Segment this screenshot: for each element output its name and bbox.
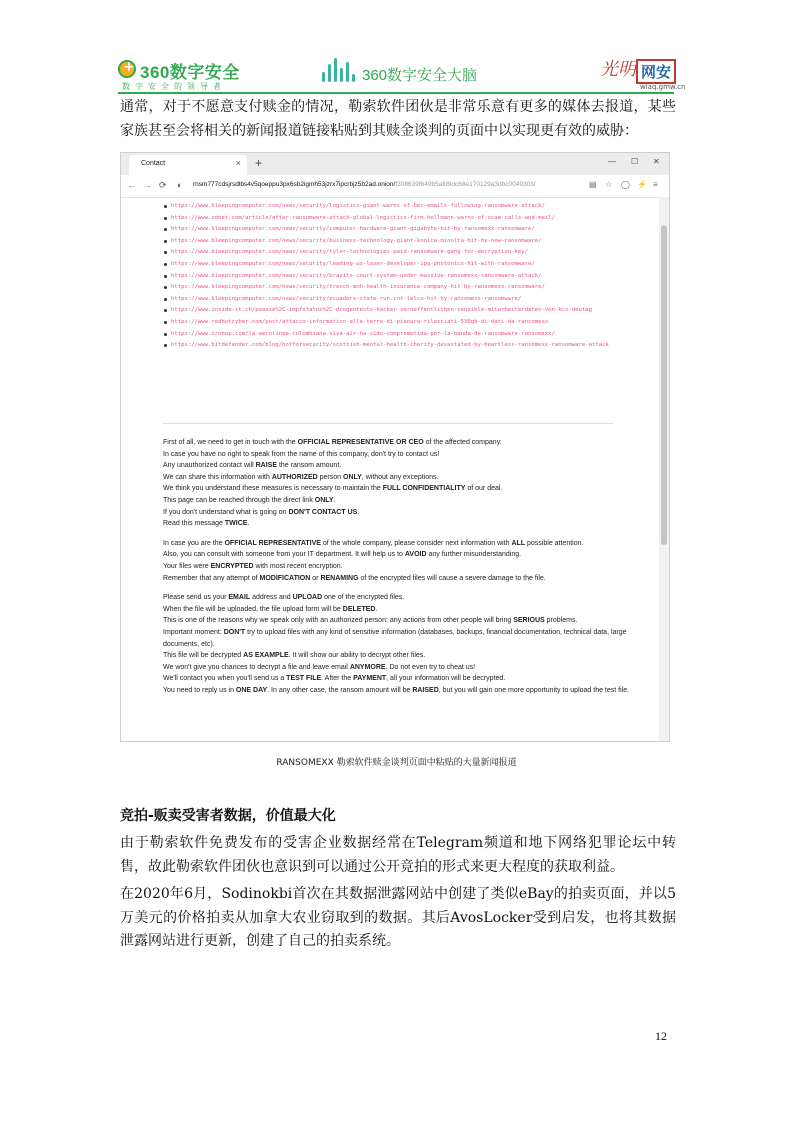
- note-text: . It will show our ability to decrypt other files.: [288, 652, 426, 660]
- note-text: First of all, we need to get in touch with the: [163, 439, 298, 446]
- emphasis-text: AS EXAMPLE: [243, 652, 289, 660]
- scrollbar[interactable]: [659, 197, 669, 742]
- note-text: .: [247, 520, 250, 528]
- header-divider: [118, 92, 674, 94]
- note-text: If you don't understand what is going on: [163, 508, 289, 516]
- new-tab-icon[interactable]: +: [255, 156, 263, 170]
- news-link[interactable]: https://www.inside-it.ch/paasse%2C-impfstatus%2C-drogentests-hacker-veroeffentlichen-sensible-mitarbeiterdaten-von-kcs-deutag: [171, 305, 631, 317]
- note-text: , but you will gain one more opportunity to upload the test file.: [438, 686, 630, 694]
- emphasis-text: TEST FILE: [286, 675, 322, 683]
- shield-icon[interactable]: ◯: [621, 180, 630, 189]
- star-icon[interactable]: ☆: [605, 180, 613, 189]
- page-content: [121, 197, 659, 742]
- note-text: Please send us your: [163, 594, 229, 602]
- forward-icon[interactable]: →: [143, 180, 152, 190]
- paragraph-3: 在2020年6月，Sodinokbi首次在其数据泄露网站中创建了类似eBay的拍卖页面，并以5万美元的价格拍卖从加拿大农业窃取到的数据。其后AvosLocker受到启发，也将其数据泄露网站进行更新，创建了自己的拍卖系统。: [120, 886, 676, 949]
- news-link[interactable]: https://www.bleepingcomputer.com/news/security/business-technology-giant-konica-minolta-hit-by-new-ransomware/: [171, 236, 631, 248]
- news-link[interactable]: https://www.bleepingcomputer.com/news/security/tyler-technologies-paid-ransomware-gang-for-decryption-key/: [171, 247, 631, 259]
- emphasis-text: SERIOUS: [513, 617, 545, 625]
- note-text: .: [375, 605, 378, 613]
- reader-icon[interactable]: ▤: [589, 180, 597, 189]
- paragraph-2: 由于勒索软件免费发布的受害企业数据经常在Telegram频道和地下网络犯罪论坛中转售，故此勒索软件团伙也意识到可以通过公开竞拍的形式来更大程度的获取利益。: [120, 835, 676, 875]
- news-link[interactable]: https://www.bitdefender.com/blog/hotforsecurity/scottish-mental-health-charity-devastated-by-heartless-ransomexx-ransomware-attack: [171, 340, 631, 352]
- menu-icon[interactable]: ≡: [653, 180, 658, 189]
- window-close-icon[interactable]: ✕: [653, 157, 660, 166]
- page-number: 12: [655, 1029, 667, 1043]
- note-text: . After the: [321, 675, 354, 683]
- note-text: of our deal.: [465, 485, 503, 493]
- logo-gm-calligraphy: 光明: [600, 59, 636, 80]
- news-link[interactable]: https://www.redhotcyber.com/post/attacco-informatico-alle-terre-di-pianura-rilasciati-530gb-di-dati-da-ransomexx: [171, 317, 631, 329]
- note-line: [163, 627, 653, 650]
- note-line: [163, 460, 653, 472]
- emphasis-text: MODIFICATION: [259, 574, 311, 582]
- emphasis-text: DON'T: [223, 628, 246, 636]
- note-text: This file will be decrypted: [163, 652, 244, 660]
- note-text: . Do not even try to cheat us!: [385, 663, 476, 671]
- emphasis-text: TWICE: [224, 520, 248, 528]
- note-line: [163, 561, 653, 573]
- note-text: .: [357, 508, 360, 516]
- back-icon[interactable]: ←: [127, 180, 136, 190]
- note-line: [163, 472, 653, 484]
- maximize-icon[interactable]: ☐: [631, 157, 639, 166]
- news-link[interactable]: https://www.bleepingcomputer.com/news/security/brazils-court-system-under-massive-ransomexx-ransomware-attack/: [171, 271, 631, 283]
- news-link-list: [171, 201, 631, 352]
- note-text: with most recent encryption.: [253, 562, 343, 570]
- emphasis-text: ALL: [511, 539, 526, 547]
- reload-icon[interactable]: ⟳: [159, 180, 167, 190]
- news-link[interactable]: https://www.cronup.com/la-aerolinea-colombiana-viva-air-ha-sido-comprometida-por-la-banda-de-ransomware-ransomexx/: [171, 329, 631, 341]
- note-line: [163, 483, 653, 495]
- note-text: person: [317, 473, 343, 481]
- tab-bar: [121, 153, 669, 175]
- note-text: , without any exceptions.: [361, 473, 439, 481]
- note-text: address and: [250, 594, 293, 602]
- address-bar: [121, 175, 669, 198]
- news-link[interactable]: https://www.bleepingcomputer.com/news/security/computer-hardware-giant-gigabyte-hit-by-ransomexx-ransomware/: [171, 224, 631, 236]
- note-text: In case you are the: [163, 539, 225, 547]
- note-line: [163, 592, 653, 604]
- note-text: try to upload files with any kind of sensitive information (databases, backups, financial documentation, technical data, large documents, etc).: [163, 628, 627, 648]
- emphasis-text: DON'T CONTACT US: [288, 508, 358, 516]
- note-text: We can share this information with: [163, 473, 272, 481]
- emphasis-text: ONE DAY: [235, 686, 268, 694]
- close-icon[interactable]: ×: [235, 158, 241, 168]
- note-line: [163, 615, 653, 627]
- note-text: of the whole company, please consider next information with: [320, 539, 512, 547]
- news-link[interactable]: https://www.bleepingcomputer.com/news/security/french-mnh-health-insurance-company-hit-by-ransomexx-ransomware/: [171, 282, 631, 294]
- emphasis-text: RAISE: [255, 462, 278, 470]
- note-text: . In any other case, the ransom amount will be: [267, 686, 413, 694]
- minimize-icon[interactable]: —: [608, 157, 616, 166]
- emphasis-text: FULL CONFIDENTIALITY: [382, 485, 466, 493]
- emphasis-text: ANYMORE: [349, 663, 386, 671]
- emphasis-text: RAISED: [412, 686, 439, 694]
- intro-paragraph: 通常，对于不愿意支付赎金的情况，勒索软件团伙是非常乐意有更多的媒体去报道，某些家族甚至会将相关的新闻报道链接粘贴到其赎金谈判的页面中以实现更有效的威胁：: [120, 99, 676, 139]
- emphasis-text: DELETED: [342, 605, 376, 613]
- content-divider: [163, 423, 613, 424]
- news-link[interactable]: https://www.bleepingcomputer.com/news/security/ecuadors-state-run-cnt-telco-hit-by-ransomexx-ransomware/: [171, 294, 631, 306]
- note-text: , all your information will be decrypted.: [386, 675, 506, 683]
- note-text: of the affected company.: [423, 439, 502, 446]
- note-text: Important moment:: [163, 628, 224, 636]
- note-text: When the file will be uploaded, the file upload form will be: [163, 605, 343, 613]
- logo-gm-url: wlaq.gmw.cn: [640, 83, 686, 91]
- news-link[interactable]: https://www.zdnet.com/article/after-ransomware-attack-global-logistics-firm-hellmann-warns-of-scam-calls-and-mail/: [171, 213, 631, 225]
- news-link[interactable]: https://www.bleepingcomputer.com/news/security/leading-us-laser-developer-ipg-photonics-hit-with-ransomware/: [171, 259, 631, 271]
- logo-gmw-security: [600, 55, 686, 95]
- note-text: This is one of the reasons why we speak only with an authorized person: any actions from other people will bring: [163, 617, 514, 625]
- note-text: Remember that any attempt of: [163, 574, 260, 582]
- emphasis-text: AUTHORIZED: [271, 473, 318, 481]
- note-text: problems.: [544, 617, 578, 625]
- ransom-note: [163, 437, 653, 696]
- news-link[interactable]: https://www.bleepingcomputer.com/news/security/logistics-giant-warns-of-bec-emails-following-ransomware-attack/: [171, 201, 631, 213]
- note-text: In case you have no right to speak from the name of this company, don't try to contact us!: [163, 450, 440, 458]
- note-line: [163, 518, 653, 530]
- paragraph-gap: [163, 584, 653, 592]
- note-text: This page can be reached through the direct link: [163, 496, 315, 504]
- note-text: Any unauthorized contact will: [163, 462, 256, 470]
- emphasis-text: UPLOAD: [292, 594, 323, 602]
- note-line: [163, 662, 653, 674]
- note-line: [163, 495, 653, 507]
- note-line: [163, 604, 653, 616]
- note-line: [163, 573, 653, 585]
- scrollbar-thumb[interactable]: [661, 225, 667, 545]
- note-text: Your files were: [163, 562, 211, 570]
- note-line: [163, 685, 653, 697]
- paragraph-gap: [163, 530, 653, 538]
- page-header: [0, 0, 793, 100]
- onion-site-icon: ◐: [177, 180, 183, 190]
- url-path: f308639f649b5afd9dc68e170129a3dbc0049303/: [395, 181, 536, 188]
- sound-bars-icon: [322, 60, 356, 84]
- emphasis-text: ONLY: [343, 473, 362, 481]
- logo-360-slogan: 数字安全的领导者: [122, 82, 226, 91]
- note-line: [163, 673, 653, 685]
- emphasis-text: RENAMING: [320, 574, 359, 582]
- note-line: [163, 507, 653, 519]
- tab-contact[interactable]: [129, 155, 247, 175]
- note-text: Read this message: [163, 520, 225, 528]
- emphasis-text: PAYMENT: [353, 675, 387, 683]
- note-line: [163, 549, 653, 561]
- note-line: [163, 650, 653, 662]
- section-heading: 竞拍-贩卖受害者数据，价值最大化: [120, 808, 336, 824]
- note-text: We won't give you chances to decrypt a file and leave email: [163, 663, 350, 671]
- browser-screenshot: [120, 152, 670, 742]
- note-line: [163, 437, 653, 449]
- figure-caption: RANSOMEXX 勒索软件赎金谈判页面中粘贴的大量新闻报道: [276, 758, 517, 768]
- note-text: or: [310, 574, 321, 582]
- logo-gm-box: 网安: [636, 59, 676, 84]
- note-text: We'll contact you when you'll send us a: [163, 675, 287, 683]
- note-text: We think you understand these measures is necessary to maintain the: [163, 485, 383, 493]
- emphasis-text: OFFICIAL REPRESENTATIVE: [224, 539, 321, 547]
- note-text: one of the encrypted files.: [322, 594, 405, 602]
- note-text: of the encrypted files will cause a severe damage to the file.: [358, 574, 546, 582]
- note-line: [163, 449, 653, 461]
- emphasis-text: ONLY: [314, 496, 334, 504]
- url-host: rnsm777cdsjrsdlbs4v5qoeppu3px6sb2igmh53jzrx7ipcrbjz5b2ad.onion/: [193, 181, 396, 188]
- note-text: the ransom amount.: [277, 462, 342, 470]
- note-text: Also, you can consult with someone from your IT department. It will help us to: [163, 551, 405, 559]
- note-text: any further misunderstanding.: [426, 551, 522, 559]
- emphasis-text: OFFICIAL REPRESENTATIVE OR CEO: [297, 439, 424, 446]
- url-field[interactable]: [193, 181, 536, 188]
- extension-icon[interactable]: ⚡: [637, 180, 647, 189]
- note-text: possible attention.: [525, 539, 584, 547]
- logo-360-icon: [118, 60, 136, 78]
- emphasis-text: EMAIL: [228, 594, 251, 602]
- emphasis-text: AVOID: [404, 551, 427, 559]
- note-line: [163, 538, 653, 550]
- logo-360-brand: 360数字安全: [140, 63, 240, 82]
- note-text: You need to reply us in: [163, 686, 236, 694]
- emphasis-text: ENCRYPTED: [210, 562, 254, 570]
- tab-title: Contact: [141, 160, 166, 167]
- logo-brain-brand: 360数字安全大脑: [362, 67, 478, 84]
- note-text: .: [333, 496, 336, 504]
